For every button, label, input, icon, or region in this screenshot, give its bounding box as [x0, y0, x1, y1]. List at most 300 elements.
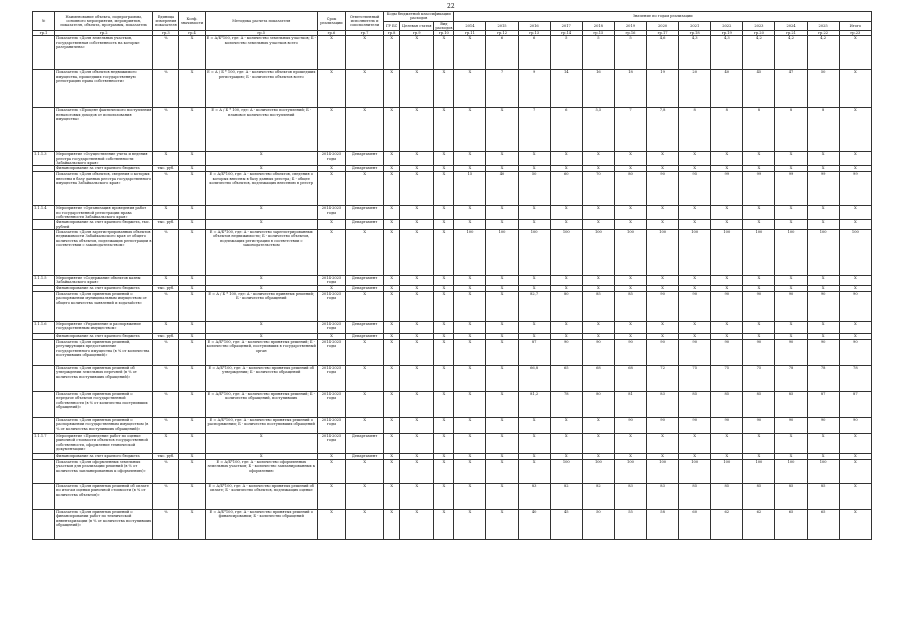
row-value: X [454, 166, 486, 172]
row-responsible: X [346, 366, 384, 392]
header-year: 2024 [775, 21, 807, 31]
row-value: 90 [582, 340, 614, 366]
row-value: X [486, 292, 518, 322]
row-coef: X [179, 366, 205, 392]
row-value: 62 [711, 510, 743, 540]
row-name: Показатель «Доля принятых решений об утверждении земельных перечней (в % от количества поступивших обращений)» [55, 366, 153, 392]
row-value: 5 [550, 36, 582, 70]
row-budget-grbs: X [384, 484, 400, 510]
row-coef: X [179, 36, 205, 70]
row-budget-target: X [400, 392, 434, 418]
row-unit: % [153, 340, 179, 366]
header-name: Наименование объекта, подпрограммы, основного мероприятия, мероприятия, показателя, объекта, программы, показатель [55, 12, 153, 31]
row-value: 95 [679, 172, 711, 206]
row-value: X [454, 392, 486, 418]
row-deadline: X [317, 454, 345, 460]
header-row-1 [33, 12, 872, 22]
header-values: Значение по годам реализации [454, 12, 872, 22]
row-value: 83 [647, 392, 679, 418]
row-value: 50 [807, 70, 839, 108]
column-number: гр.18 [679, 31, 711, 36]
row-method: Е = А/Б*100, где: А - количество принятых решений об оплате; Б - количество объектов, подлежащих оценке [205, 484, 317, 510]
row-method: X [205, 454, 317, 460]
column-number: гр.20 [743, 31, 775, 36]
row-responsible: X [346, 510, 384, 540]
row-value: 15 [454, 172, 486, 206]
row-value: X [839, 70, 871, 108]
row-value: X [454, 454, 486, 460]
row-value: X [454, 70, 486, 108]
row-value: X [679, 454, 711, 460]
row-budget-grbs: X [384, 36, 400, 70]
row-budget-grbs: X [384, 418, 400, 434]
row-value: X [647, 166, 679, 172]
row-name: Показатель «Доля принятых решений об оплате по итогам оценки рыночной стоимости (в % от количества объектов)» [55, 484, 153, 510]
column-number: гр.2 [55, 31, 153, 36]
row-value: X [486, 454, 518, 460]
row-unit: % [153, 172, 179, 206]
row-responsible: X [346, 70, 384, 108]
row-deadline: X [317, 220, 345, 230]
row-value: 68 [582, 366, 614, 392]
row-responsible: X [346, 230, 384, 276]
row-coef: X [179, 276, 205, 286]
row-value: 90 [647, 172, 679, 206]
row-value: X [486, 276, 518, 286]
header-year: 2023 [743, 21, 775, 31]
row-value: X [775, 166, 807, 172]
row-value: X [839, 334, 871, 340]
row-value: 100 [807, 460, 839, 484]
row-value: X [518, 322, 550, 334]
row-budget-type: X [434, 322, 454, 334]
row-value: X [679, 434, 711, 454]
row-value: X [839, 434, 871, 454]
row-value: X [454, 510, 486, 540]
row-responsible: Департамент [346, 286, 384, 292]
header-year: 2021 [679, 21, 711, 31]
row-unit: % [153, 292, 179, 322]
header-year: 2025 [807, 21, 839, 31]
row-value: 65 [807, 510, 839, 540]
row-deadline: 2014-2025 годы [317, 434, 345, 454]
table-row [33, 108, 872, 152]
row-value: 82 [550, 484, 582, 510]
row-budget-target: X [400, 172, 434, 206]
row-value: X [518, 276, 550, 286]
row-value: X [518, 454, 550, 460]
table-row [33, 510, 872, 540]
row-value: X [711, 206, 743, 220]
row-coef: X [179, 172, 205, 206]
column-number: гр.3 [153, 31, 179, 36]
row-number [33, 484, 55, 510]
row-value: X [518, 334, 550, 340]
row-number [33, 230, 55, 276]
column-number: гр.16 [614, 31, 646, 36]
column-number: гр.4 [179, 31, 205, 36]
row-value: X [614, 454, 646, 460]
row-value: 82 [582, 484, 614, 510]
row-value: X [486, 334, 518, 340]
row-value: X [550, 454, 582, 460]
row-deadline: X [317, 230, 345, 276]
row-name: Показатель «Доля земельных участков, государственная собственность на которые разграничена» [55, 36, 153, 70]
row-value: 90 [614, 340, 646, 366]
table-row [33, 340, 872, 366]
row-responsible: X [346, 108, 384, 152]
row-value: X [454, 334, 486, 340]
row-name: Показатель «Доля объектов, сведения о которых внесены в базу данных реестра государственного имущества Забайкальского края» [55, 172, 153, 206]
row-budget-type: X [434, 484, 454, 510]
row-value: 81 [614, 392, 646, 418]
row-value: X [550, 434, 582, 454]
row-value: X [454, 206, 486, 220]
row-value: 99 [711, 172, 743, 206]
row-name: Показатель «Доля объектов недвижимого имущества, прошедших государственную регистрацию права собственности» [55, 70, 153, 108]
row-value: X [679, 276, 711, 286]
row-value: X [550, 206, 582, 220]
row-value: X [582, 334, 614, 340]
row-value: X [550, 152, 582, 166]
row-value: X [486, 434, 518, 454]
row-value: X [454, 292, 486, 322]
row-value: 90 [839, 340, 871, 366]
row-method: Е = А / Б * 100, где: А - количество объектов прошедших регистрацию; Б - количество объектов всего [205, 70, 317, 108]
row-coef: X [179, 340, 205, 366]
row-method: X [205, 220, 317, 230]
row-value: X [839, 276, 871, 286]
row-coef: X [179, 510, 205, 540]
row-value: 100 [679, 460, 711, 484]
column-number: гр.17 [647, 31, 679, 36]
row-responsible: X [346, 36, 384, 70]
row-budget-type: X [434, 454, 454, 460]
row-value: X [711, 454, 743, 460]
row-budget-grbs: X [384, 152, 400, 166]
row-unit: % [153, 366, 179, 392]
page-number: 22 [447, 3, 455, 10]
row-value: X [550, 418, 582, 434]
row-budget-target: X [400, 340, 434, 366]
header-total: Итого [839, 21, 871, 31]
row-responsible: Департамент [346, 276, 384, 286]
row-name: Мероприятие «Осуществление учета и ведения реестра государственной собственности Забайкальского края» [55, 152, 153, 166]
row-value: 4,6 [647, 36, 679, 70]
row-deadline: X [317, 334, 345, 340]
row-value: X [743, 286, 775, 292]
row-value: X [807, 206, 839, 220]
row-value: X [839, 166, 871, 172]
row-value: X [454, 286, 486, 292]
row-coef: X [179, 392, 205, 418]
row-value: 90 [647, 292, 679, 322]
row-value: 70 [582, 172, 614, 206]
row-value: X [775, 322, 807, 334]
row-value: 87 [518, 340, 550, 366]
row-method: X [205, 322, 317, 334]
row-value: 85 [711, 392, 743, 418]
row-budget-type: X [434, 172, 454, 206]
row-value: X [518, 166, 550, 172]
row-value: X [775, 334, 807, 340]
row-budget-grbs: X [384, 108, 400, 152]
row-value: 85 [679, 484, 711, 510]
column-number: гр.7 [346, 31, 384, 36]
row-value: X [647, 322, 679, 334]
row-number [33, 366, 55, 392]
row-value: 100 [743, 230, 775, 276]
row-value: 8 [807, 108, 839, 152]
row-value: X [839, 454, 871, 460]
row-unit: % [153, 108, 179, 152]
row-value: 18 [614, 70, 646, 108]
header-unit: Единица измерения показателя [153, 12, 179, 31]
row-value: X [775, 434, 807, 454]
row-value: X [647, 220, 679, 230]
row-number: 1.1.1.4 [33, 206, 55, 220]
row-budget-grbs: X [384, 206, 400, 220]
row-budget-grbs: X [384, 172, 400, 206]
row-budget-target: X [400, 220, 434, 230]
table-row [33, 484, 872, 510]
row-value: X [614, 166, 646, 172]
row-value: X [839, 460, 871, 484]
header-responsible: Ответственный исполнитель и соисполнители [346, 12, 384, 31]
row-unit: тыс. руб. [153, 286, 179, 292]
row-value: X [614, 322, 646, 334]
row-number: 1.1.1.6 [33, 322, 55, 334]
row-value: X [711, 220, 743, 230]
row-coef: X [179, 230, 205, 276]
row-value: X [454, 108, 486, 152]
row-value: X [486, 152, 518, 166]
row-value: 90 [679, 418, 711, 434]
row-value: 50 [518, 172, 550, 206]
row-deadline: X [317, 36, 345, 70]
row-value: X [614, 152, 646, 166]
row-value: X [743, 152, 775, 166]
header-year: 2014 [454, 21, 486, 31]
column-number: гр.19 [711, 31, 743, 36]
row-method: X [205, 166, 317, 172]
row-budget-type: X [434, 460, 454, 484]
row-method: Е = А/Б*100, где: А - количество принятых решений о финансировании; Б - количество обращений [205, 510, 317, 540]
row-value: X [486, 418, 518, 434]
row-budget-target: X [400, 454, 434, 460]
row-budget-target: X [400, 292, 434, 322]
row-number: 1.1.1.7 [33, 434, 55, 454]
row-method: Е = А/Б*100, где: А - количество оформленных земельных участков; Б - количество запланированных к оформлению [205, 460, 317, 484]
row-value: 100 [679, 230, 711, 276]
row-budget-grbs: X [384, 276, 400, 286]
row-deadline: 2014-2025 годы [317, 366, 345, 392]
row-value: 90 [743, 292, 775, 322]
row-value: 66,8 [518, 366, 550, 392]
row-budget-grbs: X [384, 230, 400, 276]
row-value: 78 [550, 392, 582, 418]
row-value: X [582, 276, 614, 286]
row-value: X [454, 152, 486, 166]
row-budget-target: X [400, 70, 434, 108]
header-budget-class: Коды бюджетной классификации расходов [384, 12, 454, 22]
row-value: X [454, 322, 486, 334]
row-deadline: 2014-2025 годы [317, 276, 345, 286]
header-budget-type: Вид расходов [435, 21, 453, 30]
header-year: 2015 [486, 21, 518, 31]
row-value: X [614, 286, 646, 292]
row-number [33, 172, 55, 206]
row-value: X [486, 220, 518, 230]
row-method: Е = А / Б * 100, где: А - количество поступлений; Б - плановое количество поступлений [205, 108, 317, 152]
row-value: 100 [647, 460, 679, 484]
row-budget-grbs: X [384, 510, 400, 540]
row-value: 85 [582, 292, 614, 322]
row-unit: % [153, 70, 179, 108]
row-deadline: X [317, 286, 345, 292]
row-method: X [205, 286, 317, 292]
row-number [33, 418, 55, 434]
row-value: X [486, 206, 518, 220]
row-value: X [454, 434, 486, 454]
row-budget-target: X [400, 152, 434, 166]
row-number [33, 220, 55, 230]
row-coef: X [179, 334, 205, 340]
row-name: Показатель «Доля принятых решений о распоряжении государственным имуществом (в % от количества поступивших обращений)» [55, 418, 153, 434]
column-number: гр.8 [384, 31, 400, 36]
row-budget-grbs: X [384, 292, 400, 322]
row-value: X [711, 166, 743, 172]
row-budget-grbs: X [384, 340, 400, 366]
header-budget-grbs: ГР БС [384, 21, 400, 31]
column-number: гр.1 [33, 31, 55, 36]
row-method: X [205, 152, 317, 166]
row-value: X [775, 206, 807, 220]
row-value: 72 [647, 366, 679, 392]
row-budget-grbs: X [384, 166, 400, 172]
row-budget-grbs: X [384, 286, 400, 292]
row-value: X [550, 220, 582, 230]
row-value: 45 [743, 70, 775, 108]
row-value: 100 [807, 230, 839, 276]
row-value: 85 [743, 392, 775, 418]
row-value: X [486, 484, 518, 510]
row-value: 40 [711, 70, 743, 108]
row-responsible: X [346, 484, 384, 510]
row-unit: % [153, 36, 179, 70]
row-value: X [582, 206, 614, 220]
row-value: X [454, 484, 486, 510]
row-name: Мероприятие «Организация проведения работ по государственной регистрации права собственности Забайкальского края» [55, 206, 153, 220]
row-value: X [647, 454, 679, 460]
row-value: X [582, 220, 614, 230]
row-budget-type: X [434, 510, 454, 540]
row-coef: X [179, 418, 205, 434]
row-value: X [614, 334, 646, 340]
row-value: 81,2 [518, 392, 550, 418]
row-budget-type: X [434, 334, 454, 340]
row-budget-target: X [400, 460, 434, 484]
row-value: 90 [807, 418, 839, 434]
row-budget-type: X [434, 392, 454, 418]
row-value: X [486, 340, 518, 366]
row-budget-type: X [434, 340, 454, 366]
row-value: 100 [582, 460, 614, 484]
row-value: 9 [518, 70, 550, 108]
row-value: X [839, 220, 871, 230]
row-value: 100 [518, 230, 550, 276]
row-value: X [582, 454, 614, 460]
column-number: гр.9 [400, 31, 434, 36]
row-value: X [679, 334, 711, 340]
row-unit: X [153, 152, 179, 166]
row-deadline: 2014-2025 годы [317, 322, 345, 334]
row-method: Е = А/Б*100, где: А - количество зарегистрированных объектов недвижимости; Б - количество объектов, подлежащих регистрации в соответствии с законодательством [205, 230, 317, 276]
row-name: Финансирование за счет краевого бюджета [55, 166, 153, 172]
row-coef: X [179, 220, 205, 230]
row-value: X [454, 276, 486, 286]
row-value: 40 [518, 510, 550, 540]
row-method: X [205, 276, 317, 286]
row-value: 100 [550, 460, 582, 484]
row-value: 87 [807, 392, 839, 418]
row-budget-target: X [400, 334, 434, 340]
header-no: № [33, 12, 55, 31]
table-row [33, 220, 872, 230]
row-method: Е = А/Б*100, где: А - количество земельных участков; Б - количество земельных участков всего [205, 36, 317, 70]
row-value: 4,2 [775, 36, 807, 70]
row-value: 7 [486, 70, 518, 108]
row-number [33, 510, 55, 540]
row-value: X [550, 334, 582, 340]
header-method: Методика расчета показателя [205, 12, 317, 31]
column-number: гр.22 [807, 31, 839, 36]
row-deadline: X [317, 108, 345, 152]
row-value: X [647, 334, 679, 340]
row-value: X [743, 434, 775, 454]
column-number: гр.5 [205, 31, 317, 36]
row-value: X [743, 454, 775, 460]
row-value: X [743, 334, 775, 340]
row-value: X [775, 220, 807, 230]
row-budget-type: X [434, 36, 454, 70]
row-value: 45 [550, 510, 582, 540]
row-deadline: X [317, 172, 345, 206]
row-name: Мероприятие «Содержание объектов казны Забайкальского края» [55, 276, 153, 286]
row-value: X [518, 418, 550, 434]
row-value: 78 [839, 366, 871, 392]
row-value: X [486, 392, 518, 418]
table-row [33, 392, 872, 418]
row-value: X [711, 276, 743, 286]
row-value: 90 [647, 418, 679, 434]
column-number: гр.14 [550, 31, 582, 36]
row-method: Е = А/Б*100, где: А - количество принятых решений о распоряжении; Б - количество поступивших обращений [205, 418, 317, 434]
row-value: X [679, 220, 711, 230]
row-budget-type: X [434, 230, 454, 276]
row-value: 5,5 [582, 108, 614, 152]
row-value: 4,2 [807, 36, 839, 70]
row-value: X [454, 460, 486, 484]
row-deadline: 2014-2025 годы [317, 392, 345, 418]
row-budget-grbs: X [384, 434, 400, 454]
row-deadline: X [317, 460, 345, 484]
row-budget-grbs: X [384, 70, 400, 108]
row-value: 65 [550, 366, 582, 392]
row-value: 4,3 [679, 36, 711, 70]
row-value: X [743, 206, 775, 220]
row-coef: X [179, 454, 205, 460]
